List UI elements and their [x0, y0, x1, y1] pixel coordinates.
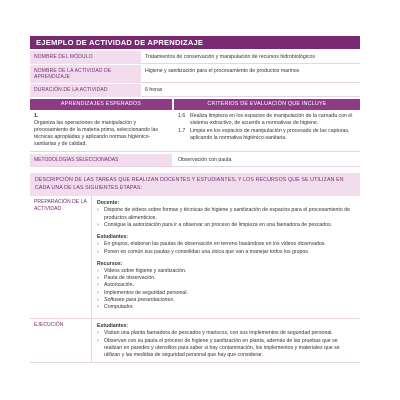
aprendizaje-number: 1.	[34, 113, 39, 119]
criterio-item	[178, 128, 356, 142]
metodologias-value: Observación con pauta	[178, 157, 232, 164]
meta-row-modulo	[30, 51, 360, 65]
criterios-header: CRITERIOS DE EVALUACIÓN QUE INCLUYE	[174, 99, 360, 110]
bullet-icon: ›	[97, 267, 99, 274]
list-item	[97, 249, 355, 256]
list-item	[97, 282, 355, 289]
list-item-text: Computador.	[104, 303, 134, 310]
list-item	[97, 338, 355, 360]
list-item-text: Software para presentaciones.	[104, 296, 175, 303]
list-item-text: Visitan una planta faenadora de pescados y mariscos, con sus implementos de seguridad personal.	[104, 330, 333, 337]
criterio-number: 1.6	[178, 113, 186, 119]
meta-label: NOMBRE DEL MÓDULO	[30, 51, 141, 64]
bullet-icon: ›	[97, 275, 99, 282]
list-item-text: Dispone de videos sobre formas y técnicas de higiene y sanitización de espacios para el procesamiento de productos alimenticios.	[104, 207, 350, 221]
bullet-icon: ›	[97, 337, 99, 344]
activity-sheet	[30, 36, 360, 363]
list-item	[97, 207, 355, 221]
meta-value: Tratamientos de conservación y manipulación de recursos hidrobiológicos	[141, 51, 360, 64]
meta-value: Higiene y sanitización para el procesamiento de productos marinos	[141, 65, 360, 83]
phase-body	[92, 196, 360, 318]
meta-value: 6 horas	[141, 84, 360, 97]
list-item	[97, 222, 355, 229]
list-item	[97, 268, 355, 275]
meta-row-actividad	[30, 65, 360, 84]
list-item-text: Pauta de observación.	[104, 275, 156, 282]
group-title-estudiantes: Estudiantes:	[97, 323, 129, 330]
phase-body	[92, 319, 360, 362]
meta-row-duracion	[30, 84, 360, 98]
phase-ejecucion	[30, 319, 360, 363]
criterio-item	[178, 113, 356, 127]
meta-label: DURACIÓN DE LA ACTIVIDAD	[30, 84, 141, 97]
metodologias-row	[30, 154, 360, 167]
group-title-estudiantes: Estudiantes:	[97, 234, 129, 241]
list-item-text: Observan con su pauta el proceso de higiene y sanitización en planta, además de las pruebas que se realizan en paredes y utensilios para saber si hay contaminación, los implementos y materiales que se utilizan y las medidas de seguridad personal que hay que considerar.	[104, 337, 340, 358]
list-item-text: Implementos de seguridad personal.	[104, 289, 188, 296]
bullet-icon: ›	[97, 282, 99, 289]
list-item-text: En grupos, elaboran las pautas de observación en terreno basándose en los videos observados.	[104, 241, 326, 248]
list-item-text: Ponen en común sus pautas y consolidan una única que van a manejar todos los grupos.	[104, 248, 310, 255]
criterios-cell	[174, 110, 360, 151]
phase-label: PREPARACIÓN DE LA ACTIVIDAD	[30, 196, 92, 318]
learning-row	[30, 110, 360, 152]
list-item-text: Consigue la autorización para ir a observar un proceso de limpieza en una faenadora de pescados.	[104, 221, 333, 228]
phase-label: EJECUCIÓN	[30, 319, 92, 362]
bullet-icon: ›	[97, 207, 99, 214]
bullet-icon: ›	[97, 296, 99, 303]
group-title-recursos: Recursos:	[97, 260, 123, 267]
learning-header-row	[30, 99, 360, 110]
group-title-docente: Docente:	[97, 200, 120, 207]
bullet-icon: ›	[97, 248, 99, 255]
aprendizaje-cell	[30, 110, 172, 151]
bullet-icon: ›	[97, 241, 99, 248]
aprendizaje-text: Organiza las operaciones de manipulación y procesamiento de la materia prima, seleccionando las técnicas apropiadas y aplicando normas higiénico-sanitarias y de calidad.	[34, 120, 158, 148]
list-item-text: Videos sobre higiene y sanitización.	[104, 267, 187, 274]
bullet-icon: ›	[97, 289, 99, 296]
criterio-text: Realiza limpieza en los espacios de manipulación de la carnada con el sistema extractivo, de acuerdo a normativas de higiene.	[190, 113, 353, 127]
list-item-text: Autorización.	[104, 282, 134, 289]
descripcion-heading: DESCRIPCIÓN DE LAS TAREAS QUE REALIZAN DOCENTES Y ESTUDIANTES, Y LOS RECURSOS QUE SE UTILIZAN EN CADA UNA DE LAS SIGUIENTES ETAPAS:	[30, 173, 360, 196]
phase-preparacion	[30, 196, 360, 319]
list-item	[97, 304, 355, 311]
list-item	[97, 330, 355, 337]
aprendizajes-header: APRENDIZAJES ESPERADOS	[30, 99, 172, 110]
bullet-icon: ›	[97, 221, 99, 228]
criterio-text: Limpia en los espacios de manipulación y procesado de las capturas, aplicando la normativa higiénico-sanitaria.	[190, 128, 350, 142]
criterio-number: 1.7	[178, 128, 186, 135]
metodologias-label: METODOLOGÍAS SELECCIONADAS	[30, 154, 172, 166]
list-item	[97, 241, 355, 248]
page-title: EJEMPLO DE ACTIVIDAD DE APRENDIZAJE	[30, 36, 360, 49]
meta-label: NOMBRE DE LA ACTIVIDAD DE APRENDIZAJE	[30, 65, 141, 83]
list-item	[97, 290, 355, 297]
list-item	[97, 275, 355, 282]
bullet-icon: ›	[97, 303, 99, 310]
bullet-icon: ›	[97, 330, 99, 337]
list-item	[97, 297, 355, 304]
